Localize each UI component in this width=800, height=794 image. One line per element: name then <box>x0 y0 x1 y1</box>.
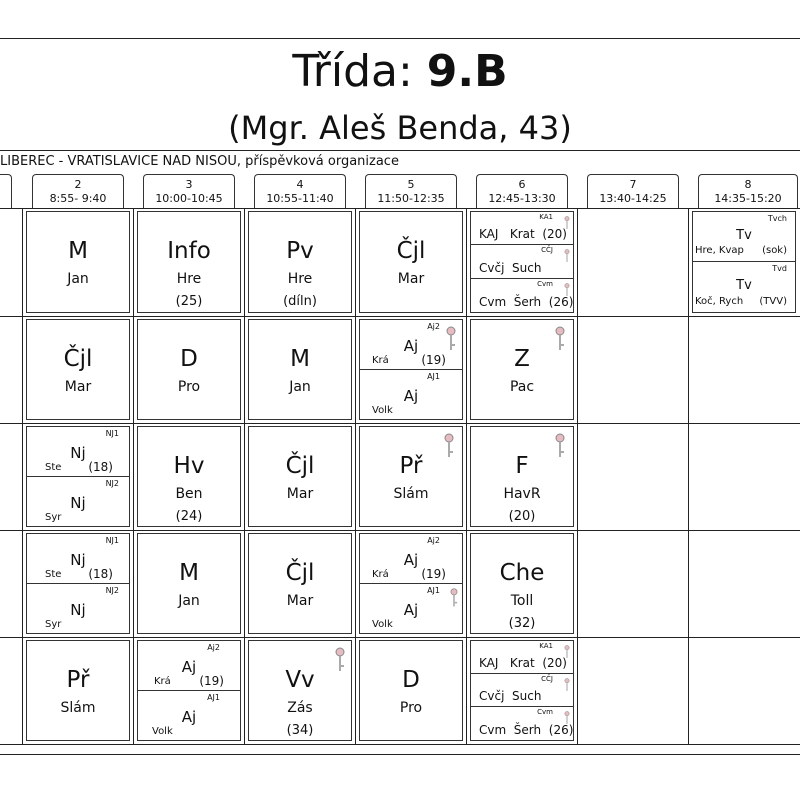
subject: Z <box>514 346 530 372</box>
lesson-line: KAJ Krat (20) <box>479 655 567 670</box>
page-title <box>0 44 800 100</box>
lesson-cell[interactable] <box>359 426 463 527</box>
period-time: 10:55-11:40 <box>266 192 334 205</box>
lesson-cell-split-2[interactable] <box>692 211 796 313</box>
teacher: Jan <box>178 593 200 609</box>
group-label: NJ1 <box>105 429 119 438</box>
room: (32) <box>508 616 536 631</box>
subject: Tv <box>736 228 752 243</box>
teacher: HavR <box>503 486 541 502</box>
header-rule <box>0 150 800 151</box>
grid-line <box>577 208 578 744</box>
group-label: CČJ <box>541 674 553 683</box>
lesson-group[interactable] <box>471 707 573 740</box>
room: (25) <box>175 294 203 309</box>
subject: Př <box>399 453 423 479</box>
lesson-group[interactable] <box>27 477 129 527</box>
period-time: 10:00-10:45 <box>155 192 223 205</box>
subject: Aj <box>403 551 419 569</box>
subject: Aj <box>181 707 197 726</box>
lesson-cell[interactable] <box>26 640 130 741</box>
lesson-cell[interactable] <box>137 426 241 527</box>
group-label: Aj2 <box>427 322 440 331</box>
grid-line <box>0 423 800 424</box>
group-label: KA1 <box>539 642 553 650</box>
period-header-2 <box>32 174 124 208</box>
teacher: Volk <box>372 405 393 416</box>
lesson-group[interactable] <box>27 584 129 634</box>
teacher: Hre <box>287 271 313 287</box>
title-prefix: Třída: <box>292 46 427 97</box>
subject: M <box>290 346 310 372</box>
teacher: Syr <box>45 619 62 630</box>
subject: Info <box>167 238 211 264</box>
lesson-cell-split-3[interactable] <box>470 640 574 741</box>
lesson-cell-split-2[interactable] <box>26 533 130 634</box>
lesson-group[interactable] <box>27 427 129 477</box>
lesson-group[interactable] <box>360 534 462 584</box>
teacher: Hre, Kvap <box>695 245 744 256</box>
grid-line <box>0 316 800 317</box>
grid-line <box>355 208 356 744</box>
lesson-cell[interactable] <box>248 533 352 634</box>
group-label: NJ2 <box>105 585 119 595</box>
subject: Nj <box>70 600 86 619</box>
period-time: 11:50-12:35 <box>377 192 445 205</box>
lesson-cell[interactable] <box>26 319 130 420</box>
subject: Př <box>66 667 90 693</box>
group-label: AJ1 <box>207 692 220 702</box>
period-time: 14:35-15:20 <box>714 192 782 205</box>
lesson-group[interactable] <box>693 262 795 312</box>
lesson-group[interactable] <box>693 212 795 262</box>
room: (sok) <box>762 245 787 256</box>
period-number: 6 <box>518 178 526 191</box>
top-rule <box>0 38 800 39</box>
room: (19) <box>421 352 446 367</box>
lesson-cell[interactable] <box>359 211 463 313</box>
room: (18) <box>88 566 113 581</box>
lesson-group[interactable] <box>471 279 573 312</box>
teacher: Zás <box>287 700 313 716</box>
subject: Čjl <box>285 453 315 479</box>
period-header-4 <box>254 174 346 208</box>
group-label: KA1 <box>539 213 553 221</box>
lesson-cell[interactable] <box>248 211 352 313</box>
teacher: Pac <box>509 379 535 395</box>
subject: Čjl <box>285 560 315 586</box>
teacher: Volk <box>372 619 393 630</box>
lesson-group[interactable] <box>360 320 462 370</box>
subject: Vv <box>285 667 315 693</box>
lesson-cell-split-2[interactable] <box>359 319 463 420</box>
period-header-6 <box>476 174 568 208</box>
subject: Nj <box>70 444 86 462</box>
group-label: Aj2 <box>207 643 220 652</box>
teacher: Ste <box>45 568 62 580</box>
grid-line <box>466 208 467 744</box>
subject: Nj <box>70 551 86 569</box>
subject: Hv <box>173 453 205 479</box>
lesson-cell[interactable] <box>359 640 463 741</box>
subject: F <box>515 453 529 479</box>
subject: Aj <box>403 386 419 405</box>
subject: Aj <box>403 337 419 355</box>
period-header-7 <box>587 174 679 208</box>
lesson-group[interactable] <box>471 212 573 245</box>
period-number: 7 <box>629 178 637 191</box>
teacher: Ben <box>175 486 203 502</box>
period-time: 12:45-13:30 <box>488 192 556 205</box>
room: (18) <box>88 459 113 474</box>
page-subtitle: (Mgr. Aleš Benda, 43) <box>228 109 572 147</box>
lesson-group[interactable] <box>471 641 573 674</box>
teacher: Pro <box>177 379 201 395</box>
teacher: Slám <box>393 486 429 502</box>
lesson-cell-split-3[interactable] <box>470 211 574 313</box>
teacher: Mar <box>286 593 314 609</box>
lesson-group[interactable] <box>360 370 462 420</box>
grid-line <box>0 530 800 531</box>
lesson-cell[interactable] <box>26 211 130 313</box>
room: (19) <box>199 673 224 688</box>
grid-line <box>0 208 800 209</box>
grid-line <box>688 208 689 744</box>
teacher: Slám <box>60 700 96 716</box>
lesson-cell[interactable] <box>470 533 574 634</box>
room: (19) <box>421 566 446 581</box>
subject: M <box>179 560 199 586</box>
period-time: 13:40-14:25 <box>599 192 667 205</box>
teacher: Koč, Rych <box>695 296 744 307</box>
group-label: Tvch <box>767 214 787 223</box>
lesson-cell-split-2[interactable] <box>26 426 130 527</box>
room: (20) <box>508 509 536 524</box>
lesson-cell-split-2[interactable] <box>137 640 241 741</box>
period-header-partial <box>0 174 12 208</box>
grid-line <box>0 637 800 638</box>
subject: Che <box>499 560 545 586</box>
lesson-group[interactable] <box>360 584 462 634</box>
grid-line <box>22 208 23 744</box>
room: (34) <box>286 723 314 738</box>
subject: Čjl <box>63 346 93 372</box>
subject: Nj <box>70 493 86 512</box>
subject: Tv <box>736 278 752 293</box>
lesson-cell-split-2[interactable] <box>359 533 463 634</box>
lesson-line: Cvčj Such <box>479 688 542 703</box>
period-time: 8:55- 9:40 <box>49 192 107 205</box>
lesson-group[interactable] <box>471 245 573 278</box>
lesson-cell[interactable] <box>470 426 574 527</box>
grid-line <box>0 744 800 745</box>
teacher: Krá <box>372 568 389 580</box>
lesson-group[interactable] <box>27 534 129 584</box>
lesson-cell[interactable] <box>248 426 352 527</box>
teacher: Mar <box>397 271 425 287</box>
group-label: CČJ <box>541 246 553 255</box>
lesson-cell[interactable] <box>248 640 352 741</box>
period-number: 2 <box>74 178 82 191</box>
period-number: 4 <box>296 178 304 191</box>
lesson-line: Cvčj Such <box>479 260 542 275</box>
group-label: Tvd <box>772 264 787 273</box>
period-number: 8 <box>744 178 752 191</box>
teacher: Jan <box>289 379 311 395</box>
lesson-group[interactable] <box>138 641 240 691</box>
subject: Aj <box>403 600 419 619</box>
teacher: Volk <box>152 726 173 737</box>
period-number: 5 <box>407 178 415 191</box>
teacher: Ste <box>45 461 62 473</box>
title-class: 9.B <box>426 46 508 97</box>
teacher: Syr <box>45 512 62 523</box>
teacher: Krá <box>372 354 389 366</box>
subject: D <box>180 346 198 372</box>
school-name: LIBEREC - VRATISLAVICE NAD NISOU, příspěvková organizace <box>0 154 399 169</box>
room: (díln) <box>283 294 317 309</box>
group-label: AJ1 <box>427 585 440 595</box>
teacher: Toll <box>510 593 534 609</box>
room: (24) <box>175 509 203 524</box>
lesson-line: KAJ Krat (20) <box>479 227 567 242</box>
period-header-8 <box>698 174 798 208</box>
lesson-group[interactable] <box>471 674 573 707</box>
teacher: Jan <box>67 271 89 287</box>
teacher: Mar <box>286 486 314 502</box>
lesson-cell[interactable] <box>248 319 352 420</box>
group-label: Cvm <box>537 707 553 716</box>
group-label: Cvm <box>537 279 553 288</box>
group-label: NJ1 <box>105 536 119 545</box>
teacher: Mar <box>64 379 92 395</box>
subject: D <box>402 667 420 693</box>
teacher: Hre <box>176 271 202 287</box>
period-header-5 <box>365 174 457 208</box>
teacher: Krá <box>154 675 171 687</box>
grid-line <box>133 208 134 744</box>
period-number: 3 <box>185 178 193 191</box>
group-label: NJ2 <box>105 478 119 488</box>
lesson-line: Cvm Šerh (26) <box>479 294 574 309</box>
bottom-rule <box>0 754 800 755</box>
period-header-3 <box>143 174 235 208</box>
subject: Čjl <box>396 238 426 264</box>
lesson-line: Cvm Šerh (26) <box>479 722 574 737</box>
grid-line <box>244 208 245 744</box>
group-label: AJ1 <box>427 371 440 381</box>
room: (TVV) <box>759 296 787 307</box>
lesson-cell[interactable] <box>137 319 241 420</box>
lesson-cell[interactable] <box>137 533 241 634</box>
subject: M <box>68 238 88 264</box>
subject: Aj <box>181 658 197 676</box>
lesson-cell[interactable] <box>470 319 574 420</box>
lesson-group[interactable] <box>138 691 240 741</box>
group-label: Aj2 <box>427 536 440 545</box>
lesson-cell[interactable] <box>137 211 241 313</box>
subject: Pv <box>286 238 314 264</box>
teacher: Pro <box>399 700 423 716</box>
